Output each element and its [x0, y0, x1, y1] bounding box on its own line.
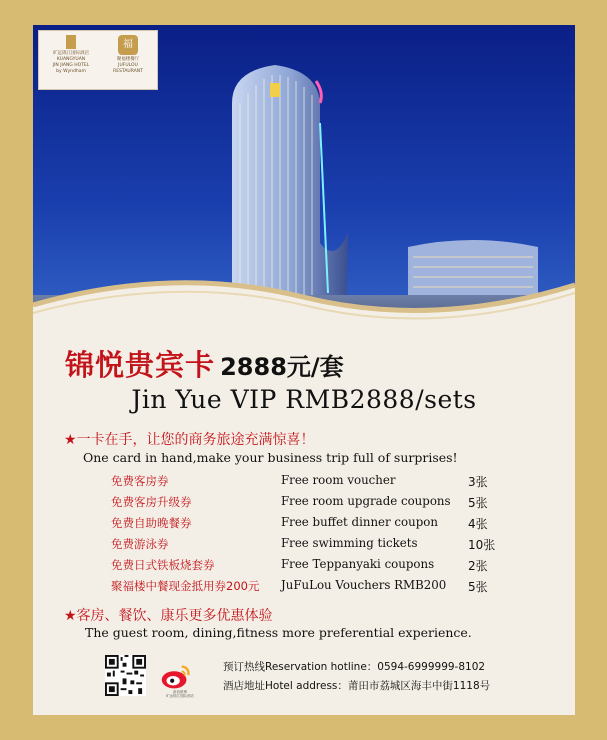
hotel-logo: [45, 35, 97, 75]
intro-line: [64, 429, 315, 449]
benefit-row: [111, 578, 551, 598]
restaurant-logo: [103, 35, 153, 75]
benefit-qty: 3张: [468, 475, 488, 489]
card-title: [65, 343, 344, 384]
card-title-en: Jin Yue VIP RMB2888/sets: [131, 385, 477, 414]
benefit-qty: 5张: [468, 496, 488, 510]
restaurant-logo-en1: JUFULOU: [118, 63, 138, 68]
star-icon: ★: [64, 608, 77, 624]
benefit-en: JuFuLou Vouchers RMB200: [281, 578, 447, 592]
benefit-en: Free room voucher: [281, 473, 396, 487]
benefit-en: Free swimming tickets: [281, 536, 418, 550]
benefit-cn: 免费游泳券: [111, 537, 169, 551]
star-icon: ★: [64, 432, 77, 448]
benefit-cn: 免费客房券: [111, 474, 169, 488]
hotel-logo-sub: by Wyndham: [56, 69, 86, 74]
restaurant-logo-cn: 聚福楼餐厅: [116, 57, 140, 62]
brand-logos: [38, 30, 158, 90]
benefit-row: [111, 473, 551, 493]
qr-code-icon[interactable]: [105, 655, 146, 696]
reservation-hotline: 预订热线Reservation hotline：0594-6999999-8102: [223, 661, 486, 673]
benefit-qty: 10张: [468, 538, 496, 552]
benefit-row: [111, 515, 551, 535]
benefit-cn: 免费日式铁板烧套券: [111, 558, 215, 572]
hotel-logo-cn: 旷远锦江国际酒店: [53, 51, 89, 56]
hotel-address: 酒店地址Hotel address：莆田市荔城区海丰中街1118号: [223, 680, 491, 692]
intro-en: One card in hand,make your business trip full of surprises!: [83, 450, 458, 465]
benefit-en: Free Teppanyaki coupons: [281, 557, 435, 571]
intro-cn: 一卡在手，让您的商务旅途充满惊喜！: [76, 432, 315, 448]
vip-card-poster: [33, 25, 575, 715]
card-title-cn: 锦悦贵宾卡: [65, 348, 216, 382]
benefit-row: [111, 557, 551, 577]
benefit-cn: 免费自助晚餐券: [111, 516, 192, 530]
benefit-qty: 2张: [468, 559, 488, 573]
benefit-row: [111, 536, 551, 556]
weibo-caption-2: 旷远锦江国际酒店: [166, 694, 194, 698]
benefit-en: Free room upgrade coupons: [281, 494, 451, 508]
card-price: 2888元/套: [220, 353, 344, 381]
hotel-logo-icon: [66, 35, 76, 49]
hotel-logo-en1: KUANGYUAN: [56, 57, 86, 62]
benefit-cn: 免费客房升级券: [111, 495, 192, 509]
hotel-logo-en2: JIN JIANG HOTEL: [52, 63, 90, 68]
more-cn: 客房、餐饮、康乐更多优惠体验: [76, 608, 273, 624]
benefit-qty: 5张: [468, 580, 488, 594]
benefit-qty: 4张: [468, 517, 488, 531]
benefit-en: Free buffet dinner coupon: [281, 515, 438, 529]
restaurant-logo-en2: RESTAURANT: [113, 69, 143, 74]
more-en: The guest room, dining,fitness more preferential experience.: [85, 625, 472, 640]
weibo-caption-1: 新浪微博: [173, 690, 187, 694]
benefit-cn: 聚福楼中餐现金抵用券200元: [111, 579, 260, 593]
more-line: [64, 605, 273, 625]
benefit-row: [111, 494, 551, 514]
weibo-caption: [155, 690, 205, 698]
restaurant-logo-icon: 福: [118, 35, 138, 55]
